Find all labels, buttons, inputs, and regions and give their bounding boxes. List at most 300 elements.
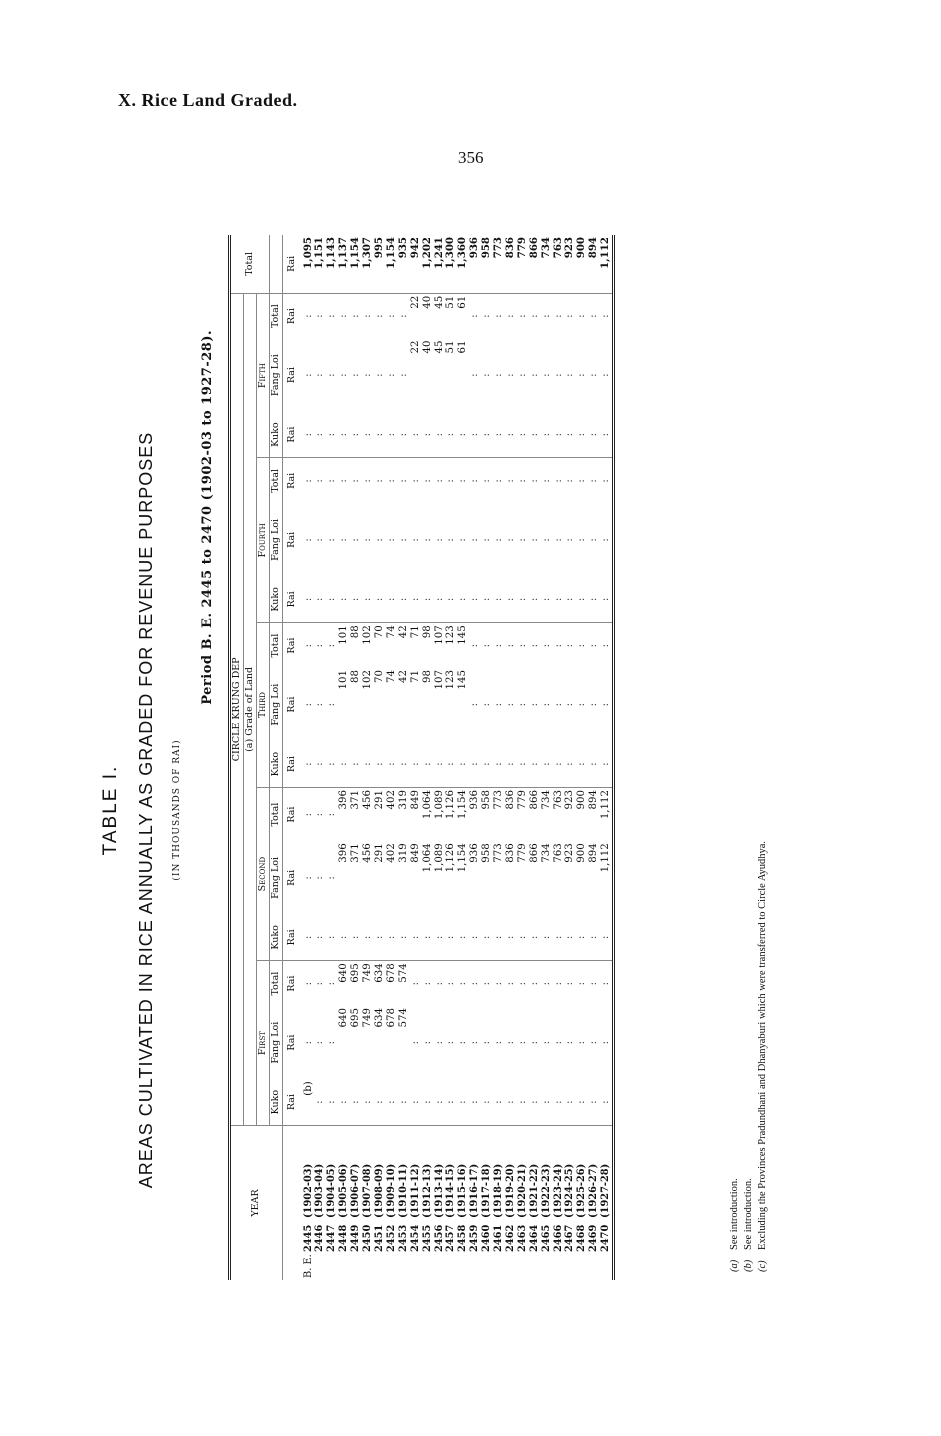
ad-year: (1910-11) bbox=[397, 1163, 409, 1218]
year-cell bbox=[410, 1126, 422, 1281]
be-year: 2447 bbox=[326, 1224, 338, 1252]
empty-cell: : bbox=[493, 538, 505, 542]
value-cell: 866 bbox=[529, 788, 541, 842]
value-cell: 900 bbox=[576, 843, 588, 863]
year-cell bbox=[457, 1126, 469, 1281]
empty-cell: : bbox=[588, 432, 600, 437]
empty-cell: : bbox=[517, 293, 529, 338]
table-titles bbox=[100, 180, 230, 1340]
value-cell: 958 bbox=[481, 788, 493, 842]
empty-cell: : bbox=[600, 1040, 612, 1045]
empty-cell: : bbox=[576, 702, 588, 707]
empty-cell: : bbox=[302, 1040, 314, 1045]
row-total: 1,151 bbox=[314, 235, 326, 293]
empty-cell: : bbox=[422, 458, 434, 503]
empty-cell: : bbox=[385, 935, 397, 940]
ad-year: (1909-10) bbox=[385, 1163, 397, 1218]
unit-label: Rai bbox=[285, 591, 297, 608]
empty-cell: : bbox=[350, 597, 362, 602]
table-row bbox=[541, 235, 553, 1280]
be-year: 2445 bbox=[302, 1224, 314, 1252]
empty-cell: : bbox=[540, 432, 552, 437]
empty-cell: : bbox=[314, 961, 326, 1006]
row-total: 923 bbox=[564, 235, 576, 293]
footnote-text: See introduction. bbox=[743, 1178, 754, 1250]
ad-year: (1920-21) bbox=[516, 1163, 528, 1218]
empty-cell: : bbox=[481, 961, 493, 1006]
ad-year: (1922-23) bbox=[540, 1163, 552, 1218]
subheader-total: Total bbox=[269, 623, 282, 668]
empty-cell: : bbox=[338, 293, 350, 338]
value-cell: 402 bbox=[386, 788, 398, 842]
empty-cell: : bbox=[552, 1100, 564, 1104]
empty-cell: : bbox=[516, 702, 528, 707]
value-cell: 640 bbox=[338, 1007, 350, 1028]
empty-cell: : bbox=[504, 597, 516, 602]
value-cell: 695 bbox=[350, 961, 362, 1006]
table-row bbox=[386, 235, 398, 1280]
empty-cell: : bbox=[493, 458, 505, 503]
value-cell: 145 bbox=[457, 669, 469, 690]
empty-cell: : bbox=[541, 623, 553, 668]
subheader-kuko: Kuko bbox=[269, 412, 282, 458]
unit-label: Rai bbox=[282, 293, 300, 338]
value-cell: 894 bbox=[588, 788, 600, 842]
table-row bbox=[588, 235, 600, 1280]
year-cell bbox=[301, 1126, 315, 1281]
empty-cell: : bbox=[314, 458, 326, 503]
empty-cell: : bbox=[385, 597, 397, 602]
value-cell: 123 bbox=[445, 669, 457, 690]
empty-cell: : bbox=[314, 373, 326, 377]
empty-cell: : bbox=[564, 762, 576, 766]
table-row bbox=[398, 235, 410, 1280]
value-cell: 319 bbox=[397, 843, 409, 863]
empty-cell: : bbox=[564, 1040, 576, 1045]
empty-cell: : bbox=[314, 935, 326, 940]
table-row bbox=[481, 235, 493, 1280]
empty-cell: : bbox=[469, 373, 481, 377]
empty-cell: : bbox=[301, 458, 315, 503]
empty-cell: : bbox=[564, 538, 576, 542]
empty-cell: : bbox=[314, 876, 326, 880]
value-cell: 45 bbox=[433, 340, 445, 354]
unit-label: Rai bbox=[285, 367, 297, 384]
be-year: 2450 bbox=[362, 1224, 374, 1252]
empty-cell: : bbox=[576, 293, 588, 338]
empty-cell: : bbox=[457, 762, 469, 766]
empty-cell: : bbox=[600, 935, 612, 940]
empty-cell: : bbox=[516, 538, 528, 542]
be-year: 2454 bbox=[409, 1224, 421, 1252]
empty-cell: : bbox=[398, 293, 410, 338]
value-cell: 1,064 bbox=[421, 843, 433, 873]
empty-cell: : bbox=[600, 432, 612, 437]
ad-year: (1907-08) bbox=[362, 1163, 374, 1218]
empty-cell: : bbox=[552, 432, 564, 437]
year-cell bbox=[362, 1126, 374, 1281]
value-cell: 763 bbox=[553, 788, 565, 842]
row-total: 1,241 bbox=[434, 235, 446, 293]
empty-cell: : bbox=[576, 961, 588, 1006]
value-cell: 98 bbox=[421, 669, 433, 683]
empty-cell: : bbox=[516, 935, 528, 940]
empty-cell: : bbox=[588, 293, 600, 338]
empty-cell: : bbox=[493, 1100, 505, 1104]
empty-cell: : bbox=[588, 373, 600, 377]
empty-cell: : bbox=[493, 935, 505, 940]
ad-year: (1927-28) bbox=[600, 1163, 612, 1218]
value-cell: 371 bbox=[350, 788, 362, 842]
row-total: 1,112 bbox=[600, 235, 613, 293]
empty-cell: : bbox=[302, 876, 314, 880]
empty-cell: : bbox=[314, 1100, 326, 1104]
empty-cell: : bbox=[516, 1100, 528, 1104]
empty-cell: : bbox=[314, 432, 326, 437]
empty-cell: : bbox=[564, 458, 576, 503]
subheader-fang-loi: Fang Loi bbox=[269, 503, 282, 576]
unit-label: Rai bbox=[285, 929, 297, 946]
subheader-total: Total bbox=[269, 788, 282, 842]
empty-cell: : bbox=[481, 623, 493, 668]
empty-cell: : bbox=[600, 762, 612, 766]
empty-cell: : bbox=[433, 762, 445, 766]
table-row bbox=[564, 235, 576, 1280]
empty-cell: : bbox=[469, 538, 481, 542]
empty-cell: : bbox=[338, 373, 350, 377]
unit-label: Rai bbox=[285, 696, 297, 713]
empty-cell: : bbox=[564, 623, 576, 668]
empty-cell: : bbox=[469, 1040, 481, 1045]
empty-cell: : bbox=[552, 702, 564, 707]
ad-year: (1906-07) bbox=[350, 1163, 362, 1218]
empty-cell: : bbox=[481, 458, 493, 503]
table-row bbox=[410, 235, 422, 1280]
year-cell bbox=[386, 1126, 398, 1281]
empty-cell: : bbox=[481, 1100, 493, 1104]
empty-cell: : bbox=[540, 702, 552, 707]
footnotes bbox=[728, 841, 770, 1272]
table-row bbox=[600, 235, 613, 1280]
table-row bbox=[493, 235, 505, 1280]
table-row bbox=[553, 235, 565, 1280]
empty-cell: : bbox=[504, 1100, 516, 1104]
value-cell: 102 bbox=[362, 623, 374, 668]
empty-cell: : bbox=[564, 432, 576, 437]
empty-cell: : bbox=[397, 373, 409, 377]
empty-cell: : bbox=[517, 458, 529, 503]
empty-cell: : bbox=[385, 1100, 397, 1104]
empty-cell: : bbox=[576, 762, 588, 766]
empty-cell: : bbox=[588, 623, 600, 668]
value-cell: 1,064 bbox=[422, 788, 434, 842]
empty-cell: : bbox=[421, 935, 433, 940]
empty-cell: : bbox=[553, 961, 565, 1006]
empty-cell: : bbox=[421, 1040, 433, 1045]
empty-cell: : bbox=[326, 961, 338, 1006]
table-row bbox=[576, 235, 588, 1280]
empty-cell: : bbox=[493, 623, 505, 668]
empty-cell: : bbox=[397, 1100, 409, 1104]
empty-cell: : bbox=[409, 1040, 421, 1045]
value-cell: 107 bbox=[434, 623, 446, 668]
empty-cell: : bbox=[481, 293, 493, 338]
ad-year: (1911-12) bbox=[409, 1163, 421, 1218]
row-total: 779 bbox=[517, 235, 529, 293]
empty-cell: : bbox=[445, 935, 457, 940]
ad-year: (1923-24) bbox=[552, 1163, 564, 1218]
table-number: TABLE I. bbox=[100, 764, 121, 856]
value-cell: 40 bbox=[421, 340, 433, 354]
empty-cell: : bbox=[362, 597, 374, 602]
value-cell: 923 bbox=[564, 843, 576, 863]
empty-cell: : bbox=[398, 458, 410, 503]
empty-cell: : bbox=[385, 373, 397, 377]
empty-cell: : bbox=[576, 623, 588, 668]
empty-cell: : bbox=[374, 293, 386, 338]
be-year: 2446 bbox=[314, 1224, 326, 1252]
empty-cell: : bbox=[397, 762, 409, 766]
empty-cell: : bbox=[505, 961, 517, 1006]
empty-cell: : bbox=[588, 458, 600, 503]
ad-year: (1918-19) bbox=[493, 1163, 505, 1218]
empty-cell: : bbox=[421, 538, 433, 542]
empty-cell: : bbox=[301, 623, 315, 668]
empty-cell: : bbox=[576, 1040, 588, 1045]
empty-cell: : bbox=[504, 432, 516, 437]
value-cell: 678 bbox=[386, 961, 398, 1006]
empty-cell: : bbox=[350, 293, 362, 338]
value-cell: 40 bbox=[422, 293, 434, 338]
empty-cell: : bbox=[397, 432, 409, 437]
empty-cell: : bbox=[314, 293, 326, 338]
row-total: 836 bbox=[505, 235, 517, 293]
empty-cell: : bbox=[600, 1100, 612, 1104]
empty-cell: : bbox=[457, 961, 469, 1006]
value-cell: 51 bbox=[445, 293, 457, 338]
empty-cell: : bbox=[421, 432, 433, 437]
subheader-kuko: Kuko bbox=[269, 741, 282, 787]
year-cell bbox=[564, 1126, 576, 1281]
value-cell: 291 bbox=[374, 788, 386, 842]
empty-cell: : bbox=[505, 623, 517, 668]
value-cell: 749 bbox=[362, 1007, 374, 1028]
empty-cell: : bbox=[600, 538, 612, 542]
row-total: 734 bbox=[541, 235, 553, 293]
value-cell: 396 bbox=[338, 788, 350, 842]
footnote bbox=[728, 841, 742, 1272]
empty-cell: : bbox=[529, 293, 541, 338]
table-title: AREAS CULTIVATED IN RICE ANNUALLY AS GRADED FOR REVENUE PURPOSES bbox=[136, 431, 156, 1189]
ad-year: (1925-26) bbox=[576, 1163, 588, 1218]
empty-cell: : bbox=[493, 597, 505, 602]
empty-cell: : bbox=[481, 432, 493, 437]
year-cell bbox=[445, 1126, 457, 1281]
empty-cell: : bbox=[433, 1040, 445, 1045]
row-total: 866 bbox=[529, 235, 541, 293]
empty-cell: : bbox=[301, 961, 315, 1006]
value-cell: 101 bbox=[338, 623, 350, 668]
value-cell: 849 bbox=[410, 788, 422, 842]
empty-cell: : bbox=[409, 762, 421, 766]
year-cell bbox=[469, 1126, 481, 1281]
total-unit-header bbox=[269, 235, 282, 293]
empty-cell: : bbox=[517, 961, 529, 1006]
empty-cell: : bbox=[553, 293, 565, 338]
empty-cell: : bbox=[350, 762, 362, 766]
value-cell: 1,126 bbox=[445, 788, 457, 842]
empty-cell: : bbox=[469, 293, 481, 338]
empty-cell: : bbox=[588, 1100, 600, 1104]
empty-cell: : bbox=[588, 702, 600, 707]
table-row bbox=[457, 235, 469, 1280]
be-year: 2469 bbox=[588, 1224, 600, 1252]
empty-cell: : bbox=[362, 293, 374, 338]
empty-cell: : bbox=[301, 293, 315, 338]
empty-cell: : bbox=[528, 1100, 540, 1104]
empty-cell: : bbox=[350, 538, 362, 542]
empty-cell: : bbox=[576, 1100, 588, 1104]
value-cell: (b) bbox=[302, 1081, 314, 1096]
table-row bbox=[505, 235, 517, 1280]
value-cell: 70 bbox=[373, 669, 385, 683]
empty-cell: : bbox=[314, 702, 326, 707]
year-cell bbox=[434, 1126, 446, 1281]
empty-cell: : bbox=[529, 623, 541, 668]
empty-cell: : bbox=[302, 702, 314, 707]
unit-label: Rai bbox=[285, 531, 297, 548]
empty-cell: : bbox=[528, 702, 540, 707]
subheader-kuko: Kuko bbox=[269, 1079, 282, 1125]
value-cell: 456 bbox=[362, 788, 374, 842]
empty-cell: : bbox=[362, 538, 374, 542]
row-total: 995 bbox=[374, 235, 386, 293]
be-year: 2455 bbox=[421, 1224, 433, 1252]
empty-cell: : bbox=[338, 432, 350, 437]
section-heading: X. Rice Land Graded. bbox=[118, 90, 298, 110]
empty-cell: : bbox=[338, 762, 350, 766]
value-cell: 101 bbox=[338, 669, 350, 690]
empty-cell: : bbox=[326, 1100, 338, 1104]
empty-cell: : bbox=[445, 1040, 457, 1045]
be-year: 2468 bbox=[576, 1224, 588, 1252]
year-cell bbox=[338, 1126, 350, 1281]
value-cell: 634 bbox=[373, 1007, 385, 1028]
ad-year: (1919-20) bbox=[504, 1163, 516, 1218]
empty-cell: : bbox=[409, 432, 421, 437]
unit-label: Rai bbox=[285, 1034, 297, 1051]
row-total: 900 bbox=[576, 235, 588, 293]
empty-cell: : bbox=[421, 762, 433, 766]
empty-cell: : bbox=[457, 1100, 469, 1104]
empty-cell: : bbox=[600, 597, 612, 602]
empty-cell: : bbox=[600, 458, 613, 503]
empty-cell: : bbox=[576, 935, 588, 940]
value-cell: 107 bbox=[433, 669, 445, 690]
empty-cell: : bbox=[493, 432, 505, 437]
row-total: 1,154 bbox=[350, 235, 362, 293]
value-cell: 71 bbox=[410, 623, 422, 668]
empty-cell: : bbox=[540, 1040, 552, 1045]
table-period: Period B. E. 2445 to 2470 (1902-03 to 1927-28). bbox=[200, 330, 215, 705]
subheader-total: Total bbox=[269, 961, 282, 1006]
empty-cell: : bbox=[469, 1100, 481, 1104]
empty-cell: : bbox=[434, 458, 446, 503]
unit-label: Rai bbox=[285, 255, 297, 272]
empty-cell: : bbox=[445, 458, 457, 503]
data-table-wrapper bbox=[228, 235, 615, 1280]
empty-cell: : bbox=[576, 432, 588, 437]
empty-cell: : bbox=[326, 373, 338, 377]
subheader-fang-loi: Fang Loi bbox=[269, 668, 282, 741]
empty-cell: : bbox=[374, 458, 386, 503]
empty-cell: : bbox=[362, 935, 374, 940]
table-row bbox=[362, 235, 374, 1280]
empty-cell: : bbox=[516, 432, 528, 437]
row-total: 936 bbox=[469, 235, 481, 293]
value-cell: 1,154 bbox=[457, 788, 469, 842]
value-cell: 88 bbox=[350, 669, 362, 683]
empty-cell: : bbox=[528, 373, 540, 377]
page-number: 356 bbox=[458, 148, 484, 167]
ad-year: (1915-16) bbox=[457, 1163, 469, 1218]
empty-cell: : bbox=[553, 623, 565, 668]
grade-header-fourth: Fourth bbox=[256, 458, 269, 623]
empty-cell: : bbox=[326, 876, 338, 880]
empty-cell: : bbox=[350, 432, 362, 437]
empty-cell: : bbox=[445, 961, 457, 1006]
unit-label: Rai bbox=[282, 788, 300, 842]
grade-header-third: Third bbox=[256, 623, 269, 788]
be-year: 2458 bbox=[457, 1224, 469, 1252]
empty-cell: : bbox=[600, 373, 612, 377]
empty-cell: : bbox=[362, 1100, 374, 1104]
value-cell: 402 bbox=[385, 843, 397, 863]
empty-cell: : bbox=[600, 623, 613, 668]
be-year: 2461 bbox=[493, 1224, 505, 1252]
empty-cell: : bbox=[469, 702, 481, 707]
be-year: 2459 bbox=[469, 1224, 481, 1252]
empty-cell: : bbox=[564, 1100, 576, 1104]
ad-year: (1914-15) bbox=[445, 1163, 457, 1218]
ad-year: (1924-25) bbox=[564, 1163, 576, 1218]
empty-cell: : bbox=[326, 293, 338, 338]
value-cell: 396 bbox=[338, 843, 350, 863]
empty-cell: : bbox=[350, 1100, 362, 1104]
be-year: 2467 bbox=[564, 1224, 576, 1252]
unit-label: Rai bbox=[285, 756, 297, 773]
empty-cell: : bbox=[434, 961, 446, 1006]
ad-year: (1916-17) bbox=[469, 1163, 481, 1218]
empty-cell: : bbox=[409, 1100, 421, 1104]
empty-cell: : bbox=[564, 293, 576, 338]
empty-cell: : bbox=[588, 1040, 600, 1045]
empty-cell: : bbox=[326, 432, 338, 437]
empty-cell: : bbox=[409, 935, 421, 940]
value-cell: 1,112 bbox=[600, 788, 613, 842]
table-row bbox=[326, 235, 338, 1280]
subheader-fang-loi: Fang Loi bbox=[269, 1006, 282, 1079]
be-year: 2449 bbox=[350, 1224, 362, 1252]
ad-year: (1926-27) bbox=[588, 1163, 600, 1218]
value-cell: 45 bbox=[434, 293, 446, 338]
year-cell bbox=[553, 1126, 565, 1281]
empty-cell: : bbox=[552, 762, 564, 766]
table-row bbox=[529, 235, 541, 1280]
value-cell: 836 bbox=[504, 843, 516, 863]
value-cell: 42 bbox=[397, 669, 409, 683]
year-cell bbox=[326, 1126, 338, 1281]
